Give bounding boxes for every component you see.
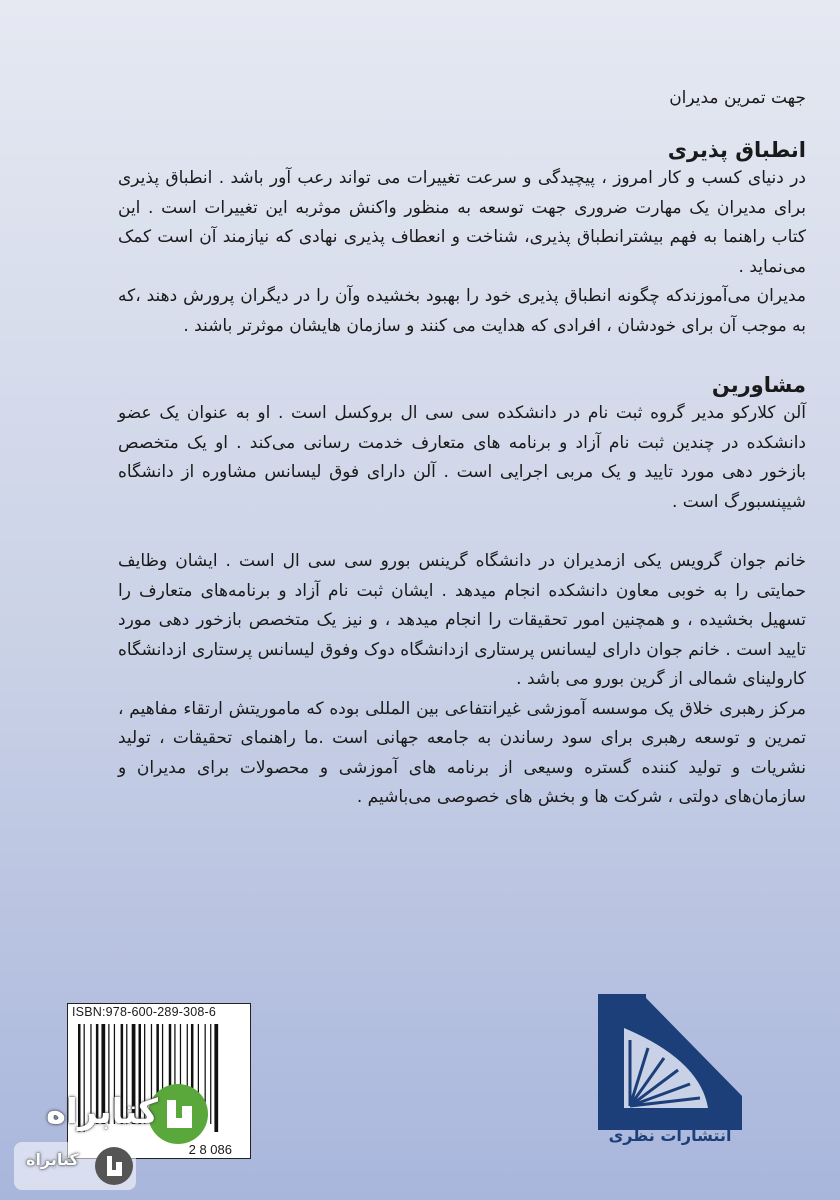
- ketabrah-watermark: [10, 1070, 210, 1195]
- publisher-logo-icon: [590, 990, 750, 1140]
- paragraph: در دنیای کسب و کار امروز ، پیچیدگی و سرعت تغییرات می تواند رعب آور باشد . انطباق پذیری برای مدیران یک مهارت ضروری جهت توسعه به منظور واکنش موثربه این تغییرات است . این کتاب راهنما به فهم بیشترانطباق پذیری، شناخت و انعطاف پذیری نهادی که نیازمند آن است کمک می‌نماید .: [118, 168, 806, 277]
- back-cover-text: [118, 88, 806, 813]
- section-title-advisors: مشاورین: [711, 373, 806, 397]
- paragraph: مرکز رهبری خلاق یک موسسه آموزشی غیرانتفاعی بین المللی بوده که ماموریتش ارتقاء مفاهیم ، تمرین و توسعه رهبری برای سود رساندن به جامعه جهانی است .ما راهنمای تحقیقات ، تولید نشریات و تولید کننده گستره وسیعی از برنامه های آموزشی و محصولات برای مدیران و سازمان‌های دولتی ، شرکت ها و بخش های خصوصی می‌باشیم .: [118, 698, 806, 807]
- section-title-adaptability: انطباق پذیری: [667, 138, 806, 162]
- paragraph: مدیران می‌آموزندکه چگونه انطباق پذیری خود را بهبود بخشیده وآن را در دیگران پرورش دهند ،که به موجب آن برای خودشان ، افرادی که هدایت می کنند و سازمان هایشان موثرتر باشند .: [118, 286, 806, 336]
- paragraph: آلن کلارکو مدیر گروه ثبت نام در دانشکده سی سی ال بروکسل است . او به عنوان یک عضو دانشکده در چندین ثبت نام آزاد و برنامه های متعارف خدمت رسانی می‌کند . او یک متخصص بازخور دهی مورد تایید و یک مربی اجرایی است . آلن دارای فوق لیسانس مشاوره از دانشگاه شیپنسبورگ است .: [118, 403, 806, 512]
- ketabrah-logo-icon: [10, 1070, 210, 1195]
- watermark-text: کتابراه: [46, 1092, 159, 1132]
- publisher-name: انتشارات نظری: [608, 1126, 732, 1145]
- isbn-label: ISBN:978-600-289-308-6: [72, 1005, 217, 1019]
- watermark-text-small: کتابراه: [26, 1150, 79, 1169]
- barcode-digits: 2 8 086: [188, 1142, 232, 1157]
- page-subtitle: جهت تمرین مدیران: [669, 88, 806, 108]
- paragraph: خانم جوان گرویس یکی ازمدیران در دانشگاه گرینس بورو سی سی ال است . ایشان وظایف حمایتی را به خوبی معاون دانشکده انجام میدهد . ایشان ثبت نام آزاد و برنامه‌های متعارف را تسهیل بخشیده ، و همچنین امور تحقیقات را انجام میدهد ، و نیز یک متخصص بازخور دهی مورد تایید است . خانم جوان دارای لیسانس پرستاری ازدانشگاه دوک وفوق لیسانس پرستاری ازدانشگاه کارولینای شمالی از گرین بورو می باشد .: [118, 551, 806, 689]
